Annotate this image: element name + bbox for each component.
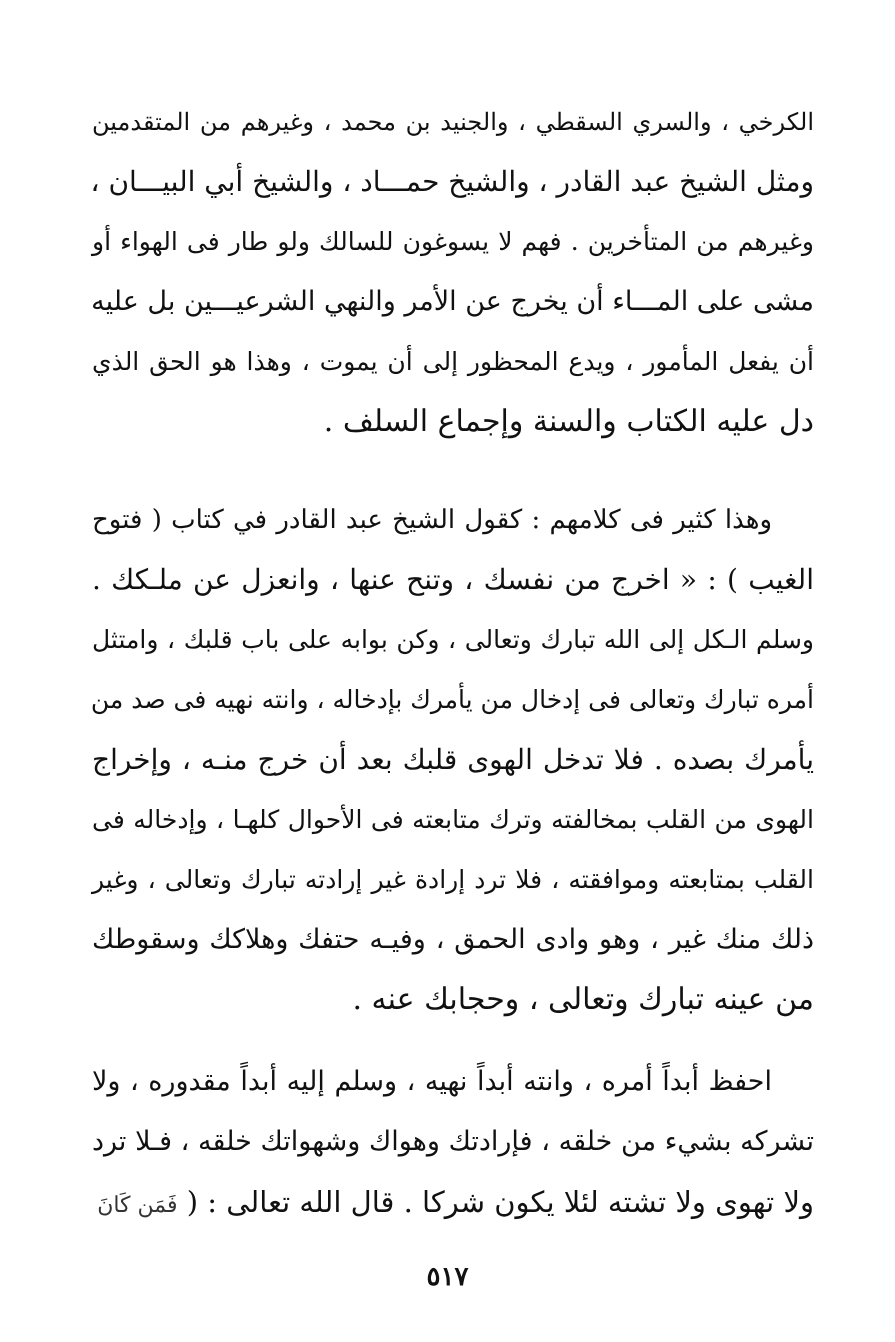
text-line: احفظ أبداً أمره ، وانته أبداً نهيه ، وسلم إليه أبداً مقدوره ، ولا — [92, 1066, 772, 1097]
text-line: وسلم الـكل إلى الله تبارك وتعالى ، وكن بوابه على باب قلبك ، وامتثل — [92, 625, 814, 654]
text-line-body: ولا تهوى ولا تشته لئلا يكون شركا . قال الله تعالى : ( — [186, 1185, 814, 1219]
text-line: أمره تبارك وتعالى فى إدخال من يأمرك بإدخاله ، وانته نهيه فى صد من — [90, 685, 814, 714]
paragraph-2 — [92, 490, 814, 1030]
paragraph-3 — [92, 1052, 814, 1232]
text-line: الغيب ) : « اخرج من نفسك ، وتنح عنها ، وانعزل عن ملـكك . — [92, 563, 814, 596]
quran-verse-start: فَمَن كَانَ — [97, 1193, 178, 1218]
text-line — [92, 1172, 814, 1232]
paragraph-1 — [92, 92, 814, 452]
text-line: القلب بمتابعته وموافقته ، فلا ترد إرادة غير إرادته تبارك وتعالى ، وغير — [92, 865, 814, 894]
text-line: دل عليه الكتاب والسنة وإجماع السلف . — [323, 404, 814, 439]
text-line: الكرخي ، والسري السقطي ، والجنيد بن محمد ، وغيرهم من المتقدمين — [92, 108, 814, 136]
text-line: من عينه تبارك وتعالى ، وحجابك عنه . — [352, 982, 814, 1017]
text-line: ذلك منك غير ، وهو وادى الحمق ، وفيـه حتفك وهلاكك وسقوطك — [92, 924, 814, 955]
text-line: تشركه بشيء من خلقه ، فإرادتك وهواك وشهواتك خلقه ، فـلا ترد — [92, 1126, 814, 1157]
page-number: ٥١٧ — [426, 1262, 469, 1292]
text-line: يأمرك بصده . فلا تدخل الهوى قلبك بعد أن خرج منـه ، وإخراج — [92, 743, 814, 776]
text-line: وغيرهم من المتأخرين . فهم لا يسوغون للسالك ولو طار فى الهواء أو — [92, 227, 814, 256]
text-line: الهوى من القلب بمخالفته وترك متابعته فى الأحوال كلهـا ، وإدخاله فى — [92, 805, 814, 834]
text-line: أن يفعل المأمور ، ويدع المحظور إلى أن يموت ، وهذا هو الحق الذي — [92, 347, 814, 376]
text-line: وهذا كثير فى كلامهم : كقول الشيخ عبد القادر في كتاب ( فتوح — [92, 505, 772, 535]
text-line: ومثل الشيخ عبد القادر ، والشيخ حمـــاد ، والشيخ أبي البيـــان ، — [90, 165, 814, 198]
text-line: مشى على المـــاء أن يخرج عن الأمر والنهي الشرعيـــين بل عليه — [91, 286, 814, 317]
